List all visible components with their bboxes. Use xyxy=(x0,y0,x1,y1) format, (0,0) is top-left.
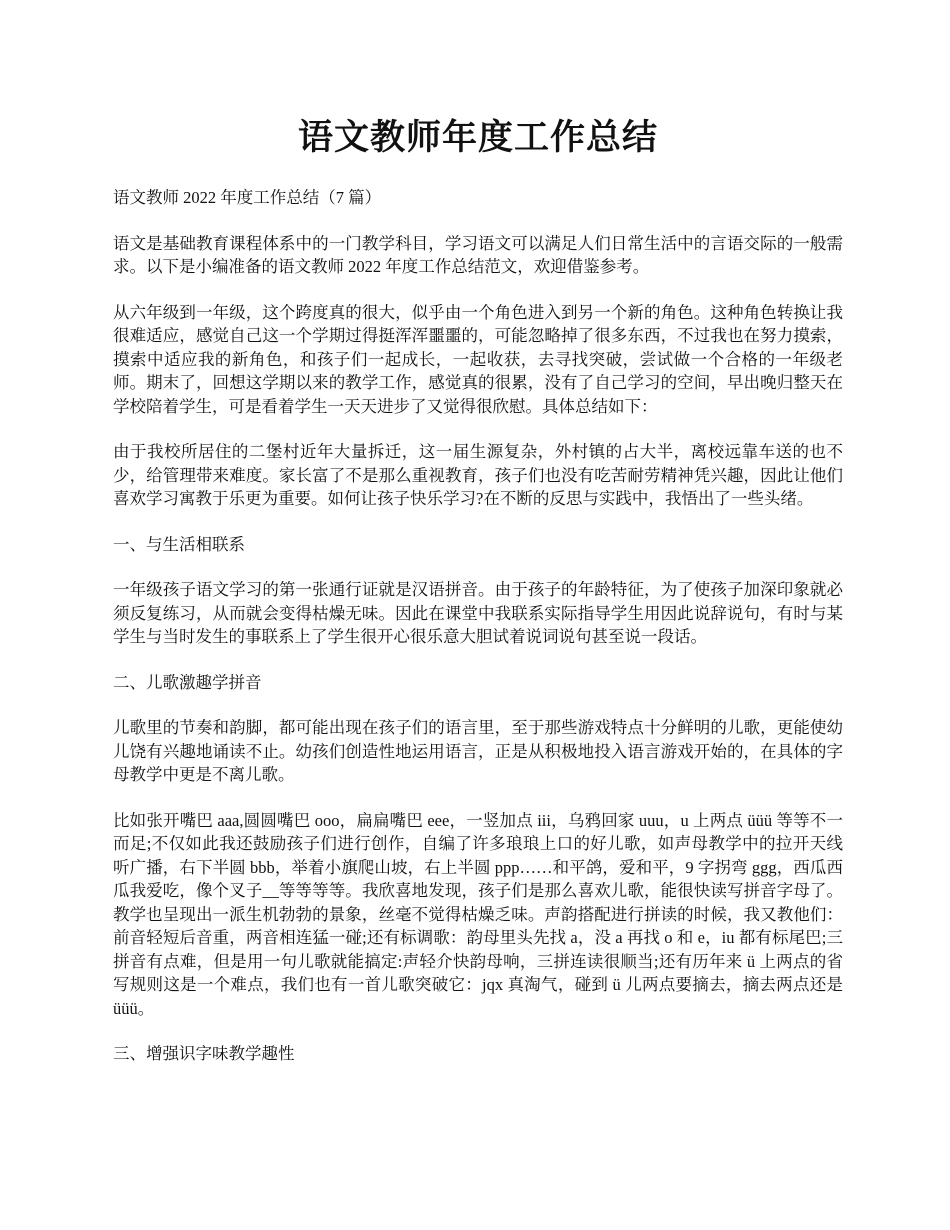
section-heading: 一、与生活相联系 xyxy=(113,534,245,554)
document-subtitle: 语文教师 2022 年度工作总结（7 篇） xyxy=(113,188,382,207)
section-paragraph: 比如张开嘴巴 aaa,圆圆嘴巴 ooo，扁扁嘴巴 eee，一竖加点 iii，乌鸦回家 uuu，u 上两点 üüü 等等不一而足;不仅如此我还鼓励孩子们进行创作，自编了许多琅琅上口的好儿歌，如声母教学中的拉开天线听广播，右下半圆 bbb，举着小旗爬山坡，右上半圆 ppp……和平鸽，爱和平，9 字拐弯 ggg，西瓜西瓜我爱吃，像个叉子__等等等等。我欣喜地发现，孩子们是那么喜欢儿歌，能很快读写拼音字母了。教学也呈现出一派生机勃勃的景象，丝毫不觉得枯燥乏味。声韵搭配进行拼读的时候，我又教他们：前音轻短后音重，两音相连猛一碰;还有标调歌：韵母里头先找 a，没 a 再找 o 和 e，iu 都有标尾巴;三拼音有点难，但是用一句儿歌就能搞定:声轻介快韵母响，三拼连读很顺当;还有历年来 ü 上两点的省写规则这是一个难点，我们也有一首儿歌突破它：jqx 真淘气，碰到 ü 儿两点要摘去，摘去两点还是 üüü。 xyxy=(113,810,843,1018)
section-paragraph: 儿歌里的节奏和韵脚，都可能出现在孩子们的语言里，至于那些游戏特点十分鲜明的儿歌，更能使幼儿饶有兴趣地诵读不止。幼孩们创造性地运用语言，正是从积极地投入语言游戏开始的，在具体的字母教学中更是不离儿歌。 xyxy=(113,718,843,784)
body-paragraph: 从六年级到一年级，这个跨度真的很大，似乎由一个角色进入到另一个新的角色。这种角色转换让我很难适应，感觉自己这一个学期过得挺浑浑噩噩的，可能忽略掉了很多东西，不过我也在努力摸索，摸索中适应我的新角色，和孩子们一起成长，一起收获，去寻找突破，尝试做一个合格的一年级老师。期末了，回想这学期以来的教学工作，感觉真的很累，没有了自己学习的空间，早出晚归整天在学校陪着学生，可是看着学生一天天进步了又觉得很欣慰。具体总结如下： xyxy=(113,302,843,416)
document-page xyxy=(113,112,843,1088)
section-heading: 二、儿歌激趣学拼音 xyxy=(113,672,262,692)
document-title: 语文教师年度工作总结 xyxy=(297,118,658,157)
section-heading: 三、增强识字味教学趣性 xyxy=(113,1044,295,1063)
section-paragraph: 一年级孩子语文学习的第一张通行证就是汉语拼音。由于孩子的年龄特征，为了使孩子加深印象就必须反复练习，从而就会变得枯燥无味。因此在课堂中我联系实际指导学生用因此说辞说句，有时与某学生与当时发生的事联系上了学生很开心很乐意大胆试着说词说句甚至说一段话。 xyxy=(113,580,843,646)
intro-paragraph: 语文是基础教育课程体系中的一门教学科目，学习语文可以满足人们日常生活中的言语交际的一般需求。以下是小编准备的语文教师 2022 年度工作总结范文，欢迎借鉴参考。 xyxy=(113,233,843,276)
body-paragraph: 由于我校所居住的二堡村近年大量拆迁，这一届生源复杂，外村镇的占大半，离校远靠车送的也不少，给管理带来难度。家长富了不是那么重视教育，孩子们也没有吃苦耐劳精神凭兴趣，因此让他们喜欢学习寓教于乐更为重要。如何让孩子快乐学习?在不断的反思与实践中，我悟出了一些头绪。 xyxy=(113,442,843,508)
